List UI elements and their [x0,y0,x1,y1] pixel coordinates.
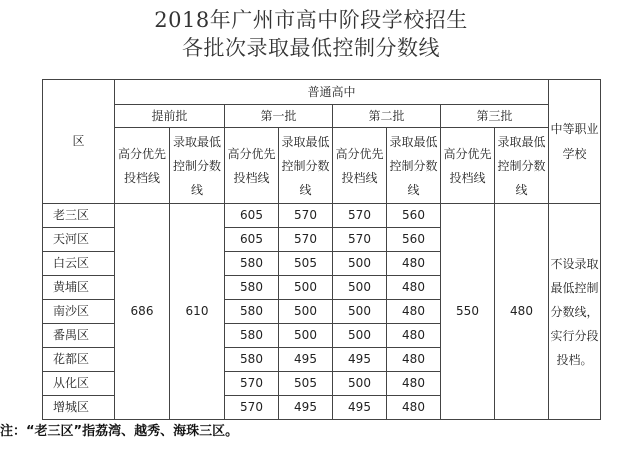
district-name: 增城区 [43,396,115,420]
second-batch-priority-score: 570 [333,204,387,228]
minimum-score-header: 录取最低控制分数线 [170,128,225,204]
first-batch-minimum-score: 570 [279,228,333,252]
first-batch-minimum-score: 495 [279,396,333,420]
minimum-score-header: 录取最低控制分数线 [279,128,333,204]
first-batch-priority-score: 605 [225,228,279,252]
batch-header-third: 第三批 [441,105,549,128]
second-batch-minimum-score: 480 [387,372,441,396]
early-batch-minimum-score: 610 [170,204,225,420]
first-batch-priority-score: 580 [225,252,279,276]
first-batch-minimum-score: 505 [279,252,333,276]
district-name: 从化区 [43,372,115,396]
early-batch-priority-score: 686 [115,204,170,420]
document-title-line-1: 2018年广州市高中阶段学校招生 [154,8,468,32]
second-batch-priority-score: 495 [333,348,387,372]
district-header: 区 [43,80,115,204]
priority-line-header: 高分优先投档线 [333,128,387,204]
minimum-score-header: 录取最低控制分数线 [495,128,549,204]
second-batch-priority-score: 570 [333,228,387,252]
second-batch-minimum-score: 480 [387,348,441,372]
district-name: 天河区 [43,228,115,252]
first-batch-priority-score: 580 [225,324,279,348]
third-batch-priority-score: 550 [441,204,495,420]
first-batch-minimum-score: 500 [279,300,333,324]
vocational-school-header: 中等职业学校 [549,80,601,204]
district-name: 老三区 [43,204,115,228]
document-title-line-2: 各批次录取最低控制分数线 [182,36,440,60]
second-batch-minimum-score: 480 [387,276,441,300]
first-batch-priority-score: 570 [225,372,279,396]
first-batch-priority-score: 580 [225,276,279,300]
second-batch-priority-score: 500 [333,252,387,276]
first-batch-priority-score: 580 [225,300,279,324]
second-batch-minimum-score: 480 [387,300,441,324]
priority-line-header: 高分优先投档线 [115,128,170,204]
first-batch-priority-score: 570 [225,396,279,420]
district-name: 南沙区 [43,300,115,324]
district-name: 白云区 [43,252,115,276]
batch-header-early: 提前批 [115,105,225,128]
first-batch-minimum-score: 570 [279,204,333,228]
third-batch-minimum-score: 480 [495,204,549,420]
priority-line-header: 高分优先投档线 [225,128,279,204]
district-name: 花都区 [43,348,115,372]
first-batch-minimum-score: 500 [279,324,333,348]
table-row [43,204,601,228]
second-batch-minimum-score: 560 [387,228,441,252]
second-batch-minimum-score: 480 [387,396,441,420]
batch-header-first: 第一批 [225,105,333,128]
first-batch-minimum-score: 500 [279,276,333,300]
vocational-note: 不设录取最低控制分数线，实行分段投档。 [549,204,601,420]
general-high-school-header: 普通高中 [115,80,549,105]
district-name: 黄埔区 [43,276,115,300]
first-batch-minimum-score: 505 [279,372,333,396]
second-batch-priority-score: 500 [333,276,387,300]
batch-header-second: 第二批 [333,105,441,128]
second-batch-priority-score: 500 [333,324,387,348]
second-batch-priority-score: 500 [333,300,387,324]
first-batch-priority-score: 580 [225,348,279,372]
district-name: 番禺区 [43,324,115,348]
second-batch-priority-score: 495 [333,396,387,420]
second-batch-minimum-score: 560 [387,204,441,228]
second-batch-priority-score: 500 [333,372,387,396]
first-batch-minimum-score: 495 [279,348,333,372]
second-batch-minimum-score: 480 [387,252,441,276]
score-table [42,79,601,420]
footnote: 注：“老三区”指荔湾、越秀、海珠三区。 [0,424,239,439]
priority-line-header: 高分优先投档线 [441,128,495,204]
first-batch-priority-score: 605 [225,204,279,228]
minimum-score-header: 录取最低控制分数线 [387,128,441,204]
second-batch-minimum-score: 480 [387,324,441,348]
